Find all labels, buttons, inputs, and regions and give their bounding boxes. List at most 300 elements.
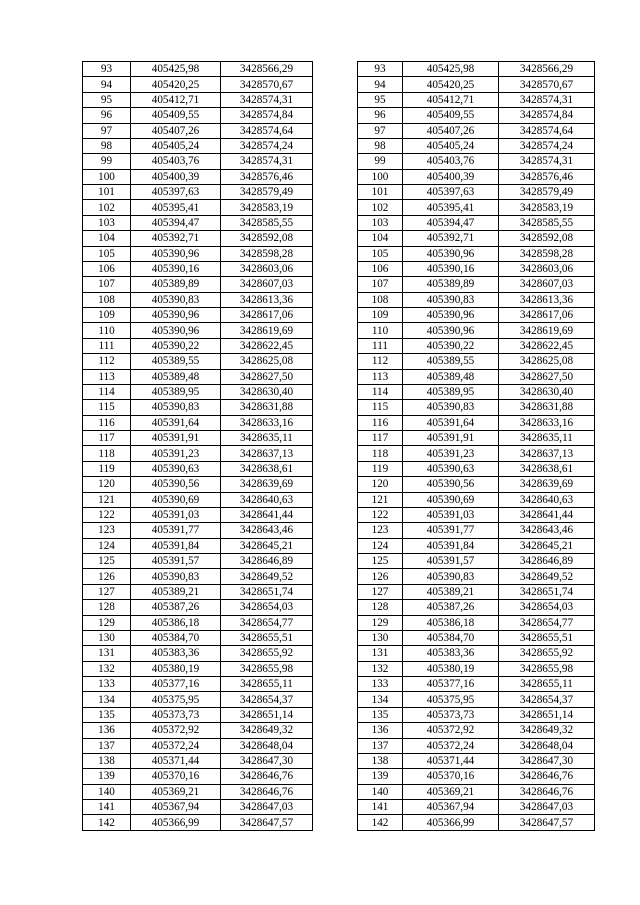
table-row: [83, 492, 595, 507]
right-y-coordinate-cell: 3428625,08: [499, 354, 595, 369]
right-x-coordinate-cell: 405390,22: [403, 338, 499, 353]
right-y-coordinate-cell: 3428641,44: [499, 507, 595, 522]
column-gap: [313, 554, 358, 569]
left-y-coordinate-cell: 3428645,21: [221, 538, 313, 553]
right-y-coordinate-cell: 3428646,76: [499, 769, 595, 784]
left-point-number-cell: 101: [83, 185, 131, 200]
left-y-coordinate-cell: 3428607,03: [221, 277, 313, 292]
right-point-number-cell: 140: [358, 784, 403, 799]
column-gap: [313, 707, 358, 722]
left-x-coordinate-cell: 405395,41: [131, 200, 221, 215]
left-y-coordinate-cell: 3428576,46: [221, 169, 313, 184]
left-point-number-cell: 116: [83, 415, 131, 430]
column-gap: [313, 569, 358, 584]
table-row: [83, 415, 595, 430]
right-point-number-cell: 136: [358, 723, 403, 738]
right-y-coordinate-cell: 3428622,45: [499, 338, 595, 353]
right-x-coordinate-cell: 405383,36: [403, 646, 499, 661]
table-row: [83, 523, 595, 538]
left-point-number-cell: 136: [83, 723, 131, 738]
left-point-number-cell: 112: [83, 354, 131, 369]
left-y-coordinate-cell: 3428639,69: [221, 477, 313, 492]
right-x-coordinate-cell: 405391,91: [403, 431, 499, 446]
right-point-number-cell: 103: [358, 215, 403, 230]
right-point-number-cell: 124: [358, 538, 403, 553]
table-row: [83, 569, 595, 584]
right-y-coordinate-cell: 3428574,64: [499, 123, 595, 138]
right-x-coordinate-cell: 405373,73: [403, 707, 499, 722]
left-x-coordinate-cell: 405392,71: [131, 231, 221, 246]
left-y-coordinate-cell: 3428648,04: [221, 738, 313, 753]
right-x-coordinate-cell: 405391,84: [403, 538, 499, 553]
right-point-number-cell: 116: [358, 415, 403, 430]
column-gap: [313, 292, 358, 307]
left-point-number-cell: 131: [83, 646, 131, 661]
table-row: [83, 338, 595, 353]
left-y-coordinate-cell: 3428637,13: [221, 446, 313, 461]
left-x-coordinate-cell: 405390,56: [131, 477, 221, 492]
left-point-number-cell: 130: [83, 630, 131, 645]
table-row: [83, 62, 595, 77]
left-y-coordinate-cell: 3428649,32: [221, 723, 313, 738]
column-gap: [313, 123, 358, 138]
left-x-coordinate-cell: 405425,98: [131, 62, 221, 77]
right-x-coordinate-cell: 405397,63: [403, 185, 499, 200]
right-point-number-cell: 118: [358, 446, 403, 461]
right-x-coordinate-cell: 405387,26: [403, 600, 499, 615]
right-x-coordinate-cell: 405390,56: [403, 477, 499, 492]
left-point-number-cell: 138: [83, 753, 131, 768]
table-row: [83, 507, 595, 522]
column-gap: [313, 507, 358, 522]
left-point-number-cell: 102: [83, 200, 131, 215]
left-y-coordinate-cell: 3428655,11: [221, 677, 313, 692]
left-y-coordinate-cell: 3428579,49: [221, 185, 313, 200]
right-point-number-cell: 123: [358, 523, 403, 538]
right-x-coordinate-cell: 405390,83: [403, 292, 499, 307]
right-y-coordinate-cell: 3428654,37: [499, 692, 595, 707]
right-point-number-cell: 115: [358, 400, 403, 415]
right-x-coordinate-cell: 405380,19: [403, 661, 499, 676]
right-point-number-cell: 106: [358, 261, 403, 276]
table-row: [83, 384, 595, 399]
right-x-coordinate-cell: 405390,83: [403, 569, 499, 584]
column-gap: [313, 169, 358, 184]
right-x-coordinate-cell: 405412,71: [403, 92, 499, 107]
left-y-coordinate-cell: 3428643,46: [221, 523, 313, 538]
right-x-coordinate-cell: 405389,95: [403, 384, 499, 399]
left-y-coordinate-cell: 3428640,63: [221, 492, 313, 507]
table-row: [83, 738, 595, 753]
column-gap: [313, 630, 358, 645]
left-point-number-cell: 132: [83, 661, 131, 676]
left-x-coordinate-cell: 405375,95: [131, 692, 221, 707]
left-x-coordinate-cell: 405372,24: [131, 738, 221, 753]
left-point-number-cell: 103: [83, 215, 131, 230]
table-row: [83, 661, 595, 676]
column-gap: [313, 677, 358, 692]
left-x-coordinate-cell: 405391,64: [131, 415, 221, 430]
column-gap: [313, 62, 358, 77]
table-row: [83, 277, 595, 292]
right-point-number-cell: 102: [358, 200, 403, 215]
right-point-number-cell: 117: [358, 431, 403, 446]
left-x-coordinate-cell: 405389,21: [131, 584, 221, 599]
left-point-number-cell: 141: [83, 800, 131, 815]
right-y-coordinate-cell: 3428574,84: [499, 108, 595, 123]
coordinates-table-body: [83, 62, 595, 831]
table-row: [83, 123, 595, 138]
right-y-coordinate-cell: 3428635,11: [499, 431, 595, 446]
left-y-coordinate-cell: 3428631,88: [221, 400, 313, 415]
right-point-number-cell: 114: [358, 384, 403, 399]
right-x-coordinate-cell: 405391,64: [403, 415, 499, 430]
column-gap: [313, 77, 358, 92]
table-row: [83, 815, 595, 830]
left-point-number-cell: 97: [83, 123, 131, 138]
column-gap: [313, 692, 358, 707]
right-point-number-cell: 94: [358, 77, 403, 92]
left-point-number-cell: 100: [83, 169, 131, 184]
right-y-coordinate-cell: 3428570,67: [499, 77, 595, 92]
left-point-number-cell: 95: [83, 92, 131, 107]
column-gap: [313, 261, 358, 276]
right-y-coordinate-cell: 3428613,36: [499, 292, 595, 307]
right-x-coordinate-cell: 405375,95: [403, 692, 499, 707]
column-gap: [313, 384, 358, 399]
column-gap: [313, 646, 358, 661]
right-x-coordinate-cell: 405390,83: [403, 400, 499, 415]
left-point-number-cell: 93: [83, 62, 131, 77]
coordinates-table: [82, 61, 595, 831]
left-point-number-cell: 115: [83, 400, 131, 415]
left-y-coordinate-cell: 3428654,77: [221, 615, 313, 630]
left-y-coordinate-cell: 3428655,51: [221, 630, 313, 645]
left-x-coordinate-cell: 405389,89: [131, 277, 221, 292]
right-x-coordinate-cell: 405405,24: [403, 138, 499, 153]
right-point-number-cell: 105: [358, 246, 403, 261]
right-x-coordinate-cell: 405391,77: [403, 523, 499, 538]
left-y-coordinate-cell: 3428574,31: [221, 154, 313, 169]
left-y-coordinate-cell: 3428649,52: [221, 569, 313, 584]
table-row: [83, 584, 595, 599]
left-x-coordinate-cell: 405386,18: [131, 615, 221, 630]
right-x-coordinate-cell: 405372,24: [403, 738, 499, 753]
right-y-coordinate-cell: 3428655,92: [499, 646, 595, 661]
left-point-number-cell: 140: [83, 784, 131, 799]
table-row: [83, 108, 595, 123]
right-point-number-cell: 120: [358, 477, 403, 492]
table-row: [83, 261, 595, 276]
left-x-coordinate-cell: 405400,39: [131, 169, 221, 184]
right-x-coordinate-cell: 405403,76: [403, 154, 499, 169]
right-y-coordinate-cell: 3428585,55: [499, 215, 595, 230]
left-y-coordinate-cell: 3428592,08: [221, 231, 313, 246]
left-point-number-cell: 114: [83, 384, 131, 399]
column-gap: [313, 815, 358, 830]
left-point-number-cell: 142: [83, 815, 131, 830]
table-row: [83, 753, 595, 768]
column-gap: [313, 492, 358, 507]
left-x-coordinate-cell: 405405,24: [131, 138, 221, 153]
right-point-number-cell: 137: [358, 738, 403, 753]
left-y-coordinate-cell: 3428654,03: [221, 600, 313, 615]
left-y-coordinate-cell: 3428574,64: [221, 123, 313, 138]
right-y-coordinate-cell: 3428646,89: [499, 554, 595, 569]
table-row: [83, 600, 595, 615]
table-row: [83, 200, 595, 215]
column-gap: [313, 246, 358, 261]
right-y-coordinate-cell: 3428649,32: [499, 723, 595, 738]
table-row: [83, 292, 595, 307]
left-x-coordinate-cell: 405391,57: [131, 554, 221, 569]
left-point-number-cell: 108: [83, 292, 131, 307]
table-row: [83, 92, 595, 107]
right-x-coordinate-cell: 405409,55: [403, 108, 499, 123]
right-point-number-cell: 134: [358, 692, 403, 707]
table-row: [83, 477, 595, 492]
table-row: [83, 323, 595, 338]
left-y-coordinate-cell: 3428603,06: [221, 261, 313, 276]
left-point-number-cell: 106: [83, 261, 131, 276]
left-y-coordinate-cell: 3428641,44: [221, 507, 313, 522]
table-row: [83, 308, 595, 323]
right-x-coordinate-cell: 405391,23: [403, 446, 499, 461]
left-y-coordinate-cell: 3428625,08: [221, 354, 313, 369]
right-point-number-cell: 131: [358, 646, 403, 661]
table-row: [83, 169, 595, 184]
right-point-number-cell: 101: [358, 185, 403, 200]
left-x-coordinate-cell: 405391,77: [131, 523, 221, 538]
right-x-coordinate-cell: 405386,18: [403, 615, 499, 630]
right-x-coordinate-cell: 405391,03: [403, 507, 499, 522]
column-gap: [313, 215, 358, 230]
right-x-coordinate-cell: 405400,39: [403, 169, 499, 184]
right-y-coordinate-cell: 3428654,77: [499, 615, 595, 630]
left-x-coordinate-cell: 405409,55: [131, 108, 221, 123]
left-y-coordinate-cell: 3428583,19: [221, 200, 313, 215]
right-point-number-cell: 121: [358, 492, 403, 507]
left-y-coordinate-cell: 3428566,29: [221, 62, 313, 77]
left-y-coordinate-cell: 3428570,67: [221, 77, 313, 92]
left-x-coordinate-cell: 405367,94: [131, 800, 221, 815]
right-point-number-cell: 127: [358, 584, 403, 599]
right-y-coordinate-cell: 3428574,31: [499, 92, 595, 107]
right-y-coordinate-cell: 3428637,13: [499, 446, 595, 461]
right-x-coordinate-cell: 405395,41: [403, 200, 499, 215]
left-x-coordinate-cell: 405403,76: [131, 154, 221, 169]
right-x-coordinate-cell: 405390,69: [403, 492, 499, 507]
right-y-coordinate-cell: 3428655,51: [499, 630, 595, 645]
left-point-number-cell: 110: [83, 323, 131, 338]
left-x-coordinate-cell: 405412,71: [131, 92, 221, 107]
right-y-coordinate-cell: 3428639,69: [499, 477, 595, 492]
left-x-coordinate-cell: 405371,44: [131, 753, 221, 768]
right-point-number-cell: 112: [358, 354, 403, 369]
right-y-coordinate-cell: 3428651,74: [499, 584, 595, 599]
left-x-coordinate-cell: 405390,83: [131, 569, 221, 584]
left-point-number-cell: 111: [83, 338, 131, 353]
left-point-number-cell: 126: [83, 569, 131, 584]
left-point-number-cell: 98: [83, 138, 131, 153]
right-point-number-cell: 96: [358, 108, 403, 123]
left-x-coordinate-cell: 405377,16: [131, 677, 221, 692]
column-gap: [313, 769, 358, 784]
left-point-number-cell: 96: [83, 108, 131, 123]
left-point-number-cell: 94: [83, 77, 131, 92]
left-y-coordinate-cell: 3428638,61: [221, 461, 313, 476]
left-x-coordinate-cell: 405384,70: [131, 630, 221, 645]
left-point-number-cell: 124: [83, 538, 131, 553]
left-x-coordinate-cell: 405372,92: [131, 723, 221, 738]
right-y-coordinate-cell: 3428619,69: [499, 323, 595, 338]
left-point-number-cell: 107: [83, 277, 131, 292]
right-point-number-cell: 141: [358, 800, 403, 815]
right-y-coordinate-cell: 3428640,63: [499, 492, 595, 507]
column-gap: [313, 154, 358, 169]
right-x-coordinate-cell: 405384,70: [403, 630, 499, 645]
column-gap: [313, 277, 358, 292]
right-y-coordinate-cell: 3428598,28: [499, 246, 595, 261]
column-gap: [313, 784, 358, 799]
right-y-coordinate-cell: 3428647,57: [499, 815, 595, 830]
right-point-number-cell: 109: [358, 308, 403, 323]
left-x-coordinate-cell: 405380,19: [131, 661, 221, 676]
right-x-coordinate-cell: 405367,94: [403, 800, 499, 815]
table-row: [83, 400, 595, 415]
left-point-number-cell: 104: [83, 231, 131, 246]
table-row: [83, 154, 595, 169]
column-gap: [313, 338, 358, 353]
right-point-number-cell: 129: [358, 615, 403, 630]
column-gap: [313, 615, 358, 630]
column-gap: [313, 354, 358, 369]
table-row: [83, 646, 595, 661]
right-point-number-cell: 133: [358, 677, 403, 692]
right-y-coordinate-cell: 3428617,06: [499, 308, 595, 323]
right-x-coordinate-cell: 405366,99: [403, 815, 499, 830]
column-gap: [313, 185, 358, 200]
right-y-coordinate-cell: 3428607,03: [499, 277, 595, 292]
table-row: [83, 138, 595, 153]
left-x-coordinate-cell: 405391,91: [131, 431, 221, 446]
left-y-coordinate-cell: 3428646,76: [221, 784, 313, 799]
right-point-number-cell: 125: [358, 554, 403, 569]
right-y-coordinate-cell: 3428574,31: [499, 154, 595, 169]
table-row: [83, 215, 595, 230]
left-point-number-cell: 134: [83, 692, 131, 707]
right-y-coordinate-cell: 3428645,21: [499, 538, 595, 553]
left-point-number-cell: 118: [83, 446, 131, 461]
left-point-number-cell: 128: [83, 600, 131, 615]
table-row: [83, 246, 595, 261]
left-point-number-cell: 121: [83, 492, 131, 507]
left-point-number-cell: 99: [83, 154, 131, 169]
column-gap: [313, 200, 358, 215]
right-point-number-cell: 142: [358, 815, 403, 830]
right-point-number-cell: 107: [358, 277, 403, 292]
table-row: [83, 538, 595, 553]
left-point-number-cell: 137: [83, 738, 131, 753]
left-x-coordinate-cell: 405389,48: [131, 369, 221, 384]
column-gap: [313, 231, 358, 246]
left-point-number-cell: 119: [83, 461, 131, 476]
right-point-number-cell: 98: [358, 138, 403, 153]
column-gap: [313, 323, 358, 338]
right-y-coordinate-cell: 3428647,03: [499, 800, 595, 815]
right-x-coordinate-cell: 405371,44: [403, 753, 499, 768]
left-x-coordinate-cell: 405390,83: [131, 400, 221, 415]
left-x-coordinate-cell: 405407,26: [131, 123, 221, 138]
column-gap: [313, 477, 358, 492]
left-y-coordinate-cell: 3428646,76: [221, 769, 313, 784]
right-y-coordinate-cell: 3428655,98: [499, 661, 595, 676]
table-row: [83, 692, 595, 707]
left-x-coordinate-cell: 405373,73: [131, 707, 221, 722]
right-point-number-cell: 95: [358, 92, 403, 107]
column-gap: [313, 723, 358, 738]
right-x-coordinate-cell: 405389,89: [403, 277, 499, 292]
column-gap: [313, 600, 358, 615]
left-x-coordinate-cell: 405397,63: [131, 185, 221, 200]
right-point-number-cell: 128: [358, 600, 403, 615]
right-point-number-cell: 93: [358, 62, 403, 77]
left-point-number-cell: 113: [83, 369, 131, 384]
right-y-coordinate-cell: 3428646,76: [499, 784, 595, 799]
right-point-number-cell: 113: [358, 369, 403, 384]
table-row: [83, 723, 595, 738]
right-y-coordinate-cell: 3428651,14: [499, 707, 595, 722]
left-point-number-cell: 125: [83, 554, 131, 569]
left-y-coordinate-cell: 3428655,98: [221, 661, 313, 676]
left-y-coordinate-cell: 3428574,84: [221, 108, 313, 123]
right-x-coordinate-cell: 405390,63: [403, 461, 499, 476]
left-point-number-cell: 120: [83, 477, 131, 492]
column-gap: [313, 108, 358, 123]
left-x-coordinate-cell: 405390,63: [131, 461, 221, 476]
right-y-coordinate-cell: 3428592,08: [499, 231, 595, 246]
left-y-coordinate-cell: 3428622,45: [221, 338, 313, 353]
column-gap: [313, 415, 358, 430]
left-point-number-cell: 127: [83, 584, 131, 599]
column-gap: [313, 446, 358, 461]
right-point-number-cell: 132: [358, 661, 403, 676]
column-gap: [313, 661, 358, 676]
left-x-coordinate-cell: 405383,36: [131, 646, 221, 661]
right-y-coordinate-cell: 3428638,61: [499, 461, 595, 476]
left-y-coordinate-cell: 3428655,92: [221, 646, 313, 661]
right-point-number-cell: 119: [358, 461, 403, 476]
left-y-coordinate-cell: 3428633,16: [221, 415, 313, 430]
column-gap: [313, 400, 358, 415]
column-gap: [313, 538, 358, 553]
left-point-number-cell: 122: [83, 507, 131, 522]
right-point-number-cell: 110: [358, 323, 403, 338]
right-y-coordinate-cell: 3428654,03: [499, 600, 595, 615]
left-point-number-cell: 123: [83, 523, 131, 538]
table-row: [83, 800, 595, 815]
left-y-coordinate-cell: 3428651,74: [221, 584, 313, 599]
right-point-number-cell: 104: [358, 231, 403, 246]
left-y-coordinate-cell: 3428585,55: [221, 215, 313, 230]
table-row: [83, 554, 595, 569]
right-y-coordinate-cell: 3428649,52: [499, 569, 595, 584]
right-point-number-cell: 108: [358, 292, 403, 307]
left-y-coordinate-cell: 3428598,28: [221, 246, 313, 261]
left-y-coordinate-cell: 3428647,03: [221, 800, 313, 815]
right-y-coordinate-cell: 3428647,30: [499, 753, 595, 768]
right-x-coordinate-cell: 405389,48: [403, 369, 499, 384]
